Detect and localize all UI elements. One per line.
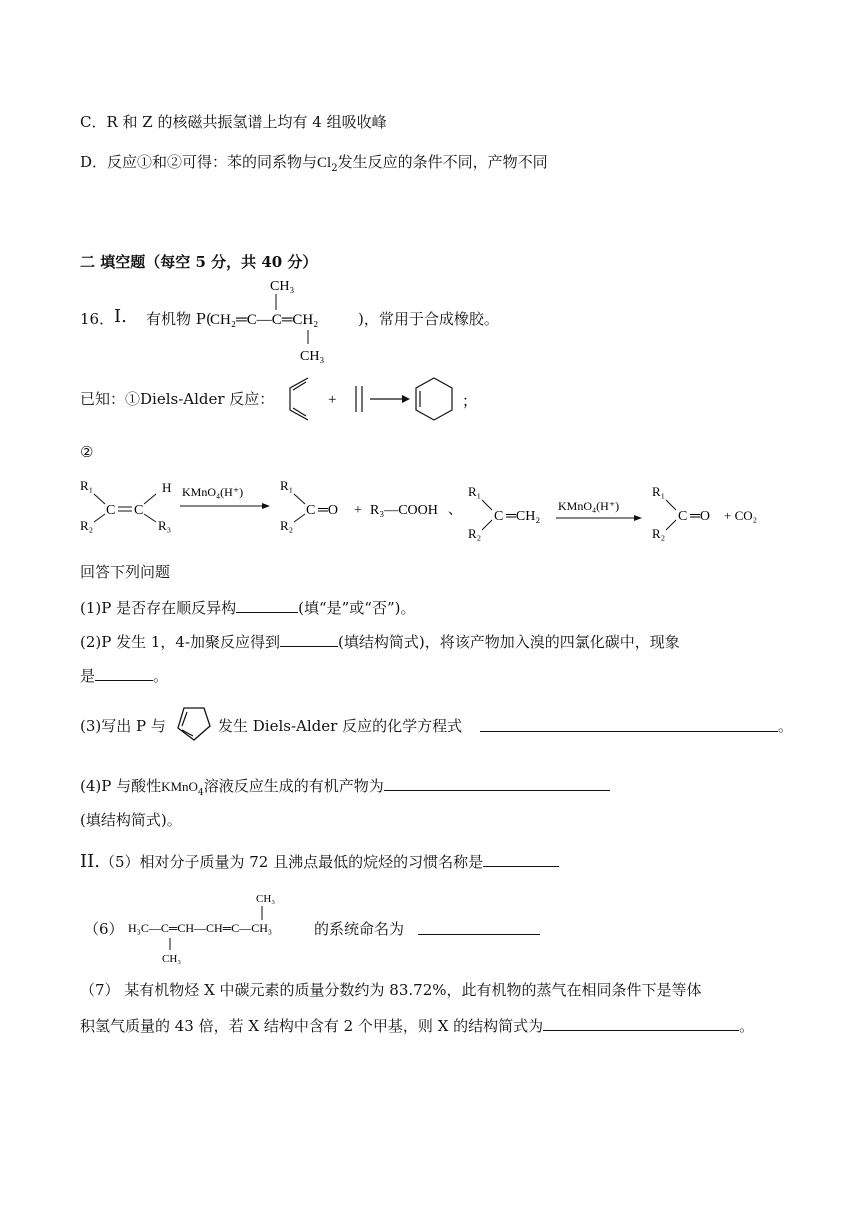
q4-sub: 4 [197, 788, 204, 798]
q1-tail: (填“是”或“否”)。 [298, 599, 416, 617]
semicolon: ； [462, 394, 478, 410]
svg-text:+ CO₂: + CO₂ [724, 508, 758, 523]
option-d-post: 发生反应的条件不同，产物不同 [337, 153, 548, 171]
question-2-line2 [80, 664, 168, 686]
ketone-product-2 [652, 484, 757, 541]
option-d-chem: Cl [317, 155, 332, 171]
q2-line2-tail: 。 [153, 667, 169, 685]
alkene-reactant [80, 478, 171, 533]
q4-text-pre: (4)P 与酸性 [80, 777, 162, 795]
svg-text:R₂: R₂ [280, 518, 294, 533]
svg-text:H: H [162, 480, 172, 495]
q7-answer-blank[interactable] [543, 1014, 739, 1031]
plus-sign: + [328, 392, 337, 408]
q6-text: 的系统命名为 [314, 920, 405, 938]
svg-text:R₂: R₂ [652, 526, 666, 541]
isoprene-dimethyl-structure [210, 272, 370, 364]
section-title: 二 填空题（每空 5 分，共 40 分） [80, 253, 318, 271]
q1-text: (1)P 是否存在顺反异构 [80, 599, 237, 617]
svg-text:R₁: R₁ [652, 484, 666, 499]
q2-text: (2)P 发生 1，4-加聚反应得到 [80, 633, 281, 651]
ch3-bottom: CH₃ [300, 349, 325, 364]
question-4 [80, 774, 610, 803]
svg-text:C: C [678, 509, 688, 524]
known-circle-2: ② [80, 443, 94, 461]
option-d-pre: D．反应①和②可得：苯的同系物与 [80, 153, 318, 171]
q3-answer-blank[interactable] [480, 715, 778, 732]
q2-tail: (填结构简式)，将该产物加入溴的四氯化碳中，现象 [338, 633, 680, 651]
q2-line2-text: 是 [80, 667, 96, 685]
q7-text: 积氢气质量的 43 倍，若 X 结构中含有 2 个甲基，则 X 的结构简式为 [80, 1017, 544, 1035]
q4-answer-blank[interactable] [384, 774, 610, 791]
q4-chem: KMnO [161, 779, 198, 794]
formula-main: CH₂═C—C═CH₂ [210, 312, 319, 328]
svg-text:═CH₂: ═CH₂ [506, 509, 541, 524]
q2-answer-blank[interactable] [280, 630, 338, 647]
reagent-arrow-1 [180, 485, 270, 509]
q6-ch3-top: CH₃ [256, 893, 276, 905]
option-c: C．R 和 Z 的核磁共振氢谱上均有 4 组吸收峰 [80, 113, 387, 131]
acid-product: R₃—COOH [370, 503, 438, 518]
q7-tail: 。 [739, 1017, 755, 1035]
reaction-arrow-icon [370, 395, 410, 403]
q2-phenomenon-blank[interactable] [95, 664, 153, 681]
option-d-sub: 2 [331, 163, 338, 174]
terminal-alkene-reactant [468, 484, 540, 541]
q16-roman: I. [114, 306, 127, 327]
question-1 [80, 596, 416, 618]
part2-roman: II. [80, 851, 100, 872]
svg-text:R₃: R₃ [158, 518, 172, 533]
svg-text:R₂: R₂ [80, 518, 94, 533]
q16-block [80, 272, 780, 364]
q3-text-pre: (3)写出 P 与 [80, 717, 166, 735]
butadiene-icon [290, 378, 308, 420]
q5-text: （5）相对分子质量为 72 且沸点最低的烷烃的习惯名称是 [99, 853, 484, 871]
separator: 、 [448, 503, 462, 518]
reagent-arrow-2 [556, 499, 642, 521]
q4-text-post: 溶液反应生成的有机产物为 [203, 777, 384, 795]
svg-text:KMnO₄(H⁺): KMnO₄(H⁺) [558, 499, 620, 513]
answer-intro: 回答下列问题 [80, 563, 171, 581]
diels-alder-known [80, 374, 500, 424]
q6-ch3-bottom: CH₃ [162, 953, 182, 964]
q6-number: （6） [84, 920, 124, 938]
svg-text:R₁: R₁ [80, 478, 94, 493]
question-7-line1: （7） 某有机物烃 X 中碳元素的质量分数约为 83.72%，此有机物的蒸气在相同条件下是等体 [80, 981, 702, 999]
q16-text-pre: 有机物 P( [146, 310, 212, 328]
cyclohexene-icon [416, 378, 452, 420]
q6-formula: H₃C—C═CH—CH═C—CH₃ [128, 921, 273, 935]
q16-text-post: )，常用于合成橡胶。 [358, 310, 499, 328]
option-d [80, 152, 548, 179]
q16-number: 16． [80, 310, 115, 328]
ethylene-icon [356, 386, 362, 412]
svg-text:C: C [106, 503, 116, 518]
svg-text:R₁: R₁ [280, 478, 294, 493]
plus-sign-2: + [354, 503, 362, 518]
ch3-top: CH₃ [270, 279, 295, 294]
question-4-line2: (填结构简式)。 [80, 811, 182, 829]
ketone-product-1 [280, 478, 338, 533]
question-6 [80, 884, 640, 964]
oxidation-scheme [78, 474, 778, 546]
q1-answer-blank[interactable] [236, 596, 298, 613]
svg-text:C: C [494, 509, 504, 524]
q6-answer-blank[interactable] [418, 918, 540, 935]
q5-answer-blank[interactable] [483, 850, 559, 867]
svg-text:R₁: R₁ [468, 484, 482, 499]
question-7-line2 [80, 1014, 754, 1036]
q3-text-post: 发生 Diels-Alder 反应的化学方程式 [218, 717, 463, 735]
svg-text:═O: ═O [318, 503, 339, 518]
cyclopentadiene-icon [170, 702, 216, 746]
q6-structure [126, 884, 316, 964]
diels-alder-scheme [282, 374, 512, 424]
svg-text:C: C [134, 503, 144, 518]
svg-text:KMnO₄(H⁺): KMnO₄(H⁺) [182, 485, 244, 499]
q3-tail: 。 [778, 717, 794, 735]
svg-text:C: C [306, 503, 316, 518]
question-5 [80, 850, 559, 872]
svg-text:═O: ═O [690, 509, 711, 524]
known-label: 已知：①Diels-Alder 反应： [80, 390, 275, 408]
question-2 [80, 630, 680, 652]
svg-text:R₂: R₂ [468, 526, 482, 541]
question-3 [80, 702, 794, 746]
